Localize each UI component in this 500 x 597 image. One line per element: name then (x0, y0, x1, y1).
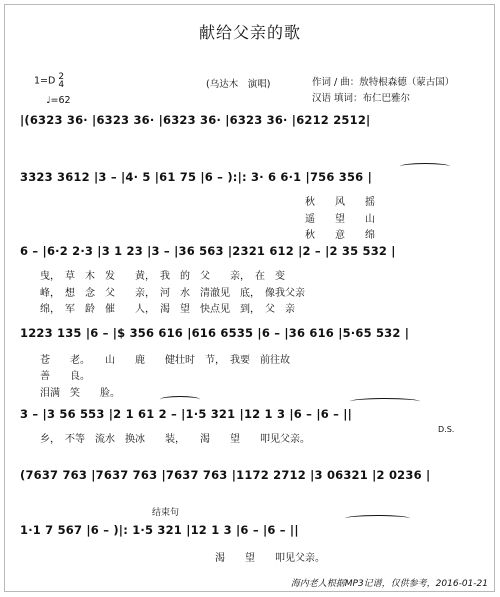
song-title: 献给父亲的歌 (198, 23, 301, 42)
lyric-row2-verse3: 秋 意 绵 (305, 230, 375, 241)
lyric-row3-verse2: 峰， 想 念 父 亲， 河 水 清澈见 底， 像我父亲 (40, 288, 305, 299)
footer-note: 海内老人根据MP3记谱，仅供参考，2016-01-21 (290, 579, 488, 589)
lyric-row4-verse1: 苍 老。 山 鹿 健壮时 节， 我要 前往故 (40, 355, 290, 366)
score-row-5: 3 – |3 56 553 |2 1 61 2 – |1·5 321 |12 1 3 |6 – |6 – || (20, 407, 353, 421)
score-row-7: 1·1 7 567 |6 – )|: 1·5 321 |12 1 3 |6 – |6 – || (20, 523, 299, 537)
key-label: 1=D (34, 75, 56, 87)
ds-mark: D.S. (438, 425, 455, 434)
score-row-6: (7637 763 |7637 763 |7637 763 |1172 2712 |3 06321 |2 0236 | (20, 468, 431, 482)
lyric-row2-verse1: 秋 风 摇 (305, 197, 375, 208)
key-signature (34, 73, 64, 89)
lyric-row3-verse3: 绵， 军 龄 催 人， 渴 望 快点见 到， 父 亲 (40, 304, 295, 315)
lyric-row7: 渴 望 叩见父亲。 (215, 553, 325, 564)
slur-mark (350, 398, 420, 405)
singer-credit: (乌达木 演唱) (206, 79, 271, 90)
ending-section-label: 结束句 (152, 508, 180, 518)
lyric-row4-verse3: 泪满 笑 脸。 (40, 388, 120, 399)
slur-mark (345, 515, 410, 522)
lyricist-credit: 作词 / 曲：敖特根森德（蒙古国） (312, 77, 455, 88)
score-row-1: |(6323 36· |6323 36· |6323 36· |6323 36· |6212 2512| (20, 113, 371, 127)
slur-mark (400, 163, 450, 170)
lyric-row4-verse2: 善 良。 (40, 371, 90, 382)
score-row-2: 3323 3612 |3 – |4· 5 |61 75 |6 – ):|: 3· 6 6·1 |756 356 | (20, 170, 372, 184)
tempo-mark: ♩=62 (46, 95, 71, 106)
score-row-3: 6 – |6·2 2·3 |3 1 23 |3 – |36 563 |2321 612 |2 – |2 35 532 | (20, 244, 396, 258)
time-signature: 2 4 (58, 72, 65, 90)
translator-credit: 汉语 填词：布仁巴雅尔 (312, 93, 411, 104)
lyric-row2-verse2: 遥 望 山 (305, 214, 375, 225)
score-row-4: 1223 135 |6 – |$ 356 616 |616 6535 |6 – |36 616 |5·65 532 | (20, 326, 410, 340)
lyric-row5: 乡， 不等 流水 换冰 装， 渴 望 叩见父亲。 (40, 434, 310, 445)
slur-mark (160, 396, 200, 403)
lyric-row3-verse1: 曳， 草 木 发 黄， 我 的 父 亲， 在 变 (40, 271, 285, 282)
